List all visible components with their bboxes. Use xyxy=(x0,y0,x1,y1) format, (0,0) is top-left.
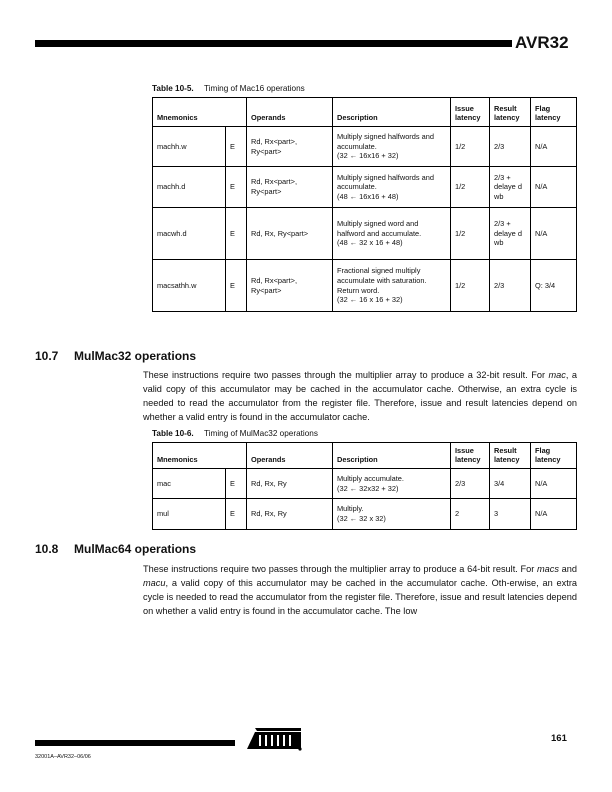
section-10-7-paragraph xyxy=(143,368,577,424)
issue: 1/2 xyxy=(451,260,490,312)
desc-formula: (48 ← 32 x 16 + 48) xyxy=(337,238,403,248)
issue: 2/3 xyxy=(451,469,490,499)
mnemonic: macwh.d xyxy=(153,208,226,260)
desc-formula: (32 ← 16x16 + 32) xyxy=(337,151,399,161)
operands: Rd, Rx<part>, Ry<part> xyxy=(247,127,333,167)
section-title: MulMac64 operations xyxy=(74,542,197,556)
section-10-8-paragraph xyxy=(143,562,577,618)
atmel-logo xyxy=(245,727,303,751)
cond: E xyxy=(226,469,247,499)
desc-formula: (32 ← 32x32 + 32) xyxy=(337,483,399,493)
desc-text: Multiply signed halfwords and accumulate. xyxy=(337,172,434,192)
table-row xyxy=(153,208,577,260)
description xyxy=(333,260,451,312)
text: and xyxy=(558,564,577,574)
desc-formula: (32 ← 16 x 16 + 32) xyxy=(337,295,403,305)
col-description: Description xyxy=(333,443,451,469)
col-issue: Issue latency xyxy=(451,443,490,469)
table-header xyxy=(153,98,577,127)
desc-text: Fractional signed multiply accumulate with saturation. Return word. xyxy=(337,266,427,295)
cond: E xyxy=(226,499,247,530)
col-mnemonics: Mnemonics xyxy=(153,443,226,469)
desc-formula: (48 ← 16x16 + 48) xyxy=(337,191,399,201)
section-number: 10.8 xyxy=(35,542,59,556)
caption-text: Timing of MulMac32 operations xyxy=(204,429,318,438)
section-number: 10.7 xyxy=(35,349,59,363)
flag: N/A xyxy=(531,167,577,208)
table-mulmac32 xyxy=(152,442,577,530)
text: , a valid copy of this accumulator may be cached in the accumulator cache. Oth-erwise, an extra cycle is needed to read the accumulator from the register file. Therefore, issue and result latencies depend on whether a valid entry is found in the accumulator cache. The low xyxy=(143,578,577,616)
result: 2/3 + delaye d wb xyxy=(490,167,531,208)
col-operands: Operands xyxy=(247,98,333,127)
footer-rule xyxy=(35,740,235,746)
text: These instructions require two passes through the multiplier array to produce a 32-bit result. For xyxy=(143,370,549,380)
description xyxy=(333,167,451,208)
mnemonic: mul xyxy=(153,499,226,530)
text-em: mac xyxy=(548,370,566,380)
desc-text: Multiply signed halfwords and accumulate. xyxy=(337,132,434,151)
text-em: macu xyxy=(143,578,166,588)
desc-formula: (32 ← 32 x 32) xyxy=(337,514,386,523)
caption-label: Table 10-6. xyxy=(152,429,194,438)
issue: 2 xyxy=(451,499,490,530)
section-title: MulMac32 operations xyxy=(74,349,197,363)
cond: E xyxy=(226,127,247,167)
caption-label: Table 10-5. xyxy=(152,84,194,93)
caption-text: Timing of Mac16 operations xyxy=(204,84,305,93)
section-heading-10-7 xyxy=(35,349,196,363)
cond: E xyxy=(226,208,247,260)
operands: Rd, Rx<part>, Ry<part> xyxy=(247,260,333,312)
flag: N/A xyxy=(531,499,577,530)
footer-doc-code: 32001A–AVR32–06/06 xyxy=(35,754,91,760)
result: 3 xyxy=(490,499,531,530)
operands: Rd, Rx, Ry xyxy=(247,499,333,530)
header-rule xyxy=(35,40,512,47)
issue: 1/2 xyxy=(451,208,490,260)
result: 3/4 xyxy=(490,469,531,499)
flag: N/A xyxy=(531,127,577,167)
text-em: macs xyxy=(537,564,559,574)
mnemonic: machh.w xyxy=(153,127,226,167)
result: 2/3 xyxy=(490,260,531,312)
flag: Q: 3/4 xyxy=(531,260,577,312)
table2-caption xyxy=(152,429,318,438)
operands: Rd, Rx, Ry xyxy=(247,469,333,499)
result: 2/3 + delaye d wb xyxy=(490,208,531,260)
col-result: Result latency xyxy=(490,98,531,127)
col-cond xyxy=(226,443,247,469)
mnemonic: machh.d xyxy=(153,167,226,208)
operands: Rd, Rx, Ry<part> xyxy=(247,208,333,260)
cond: E xyxy=(226,260,247,312)
mnemonic: mac xyxy=(153,469,226,499)
text: , a valid copy of this accumulator may be cached in the accumulator cache. Otherwise, an extra cycle is needed to read the accumulator from the register file. Therefore, issue and result latencies depend on whether a valid entry is found in the accumulator cache. xyxy=(143,370,577,422)
issue: 1/2 xyxy=(451,167,490,208)
section-heading-10-8 xyxy=(35,542,196,556)
col-flag: Flag latency xyxy=(531,98,577,127)
description xyxy=(333,127,451,167)
col-result: Result latency xyxy=(490,443,531,469)
desc-text: Multiply. xyxy=(337,504,364,514)
col-description: Description xyxy=(333,98,451,127)
mnemonic: macsathh.w xyxy=(153,260,226,312)
col-issue: Issue latency xyxy=(451,98,490,127)
col-mnemonics: Mnemonics xyxy=(153,98,226,127)
flag: N/A xyxy=(531,208,577,260)
header-title: AVR32 xyxy=(515,33,569,52)
desc-text: Multiply accumulate. xyxy=(337,473,404,483)
col-cond xyxy=(226,98,247,127)
table-row xyxy=(153,499,577,530)
issue: 1/2 xyxy=(451,127,490,167)
description xyxy=(333,208,451,260)
table-row xyxy=(153,260,577,312)
page-number: 161 xyxy=(551,733,567,744)
table-row xyxy=(153,167,577,208)
flag: N/A xyxy=(531,469,577,499)
description xyxy=(333,469,451,499)
col-flag: Flag latency xyxy=(531,443,577,469)
table-row xyxy=(153,127,577,167)
table-header xyxy=(153,443,577,469)
table1-caption xyxy=(152,84,305,93)
col-operands: Operands xyxy=(247,443,333,469)
table-mac16 xyxy=(152,97,577,312)
operands: Rd, Rx<part>, Ry<part> xyxy=(247,167,333,208)
desc-text: Multiply signed word and halfword and accumulate. xyxy=(337,219,422,238)
atmel-logo-icon xyxy=(245,727,303,751)
result: 2/3 xyxy=(490,127,531,167)
text: These instructions require two passes through the multiplier array to produce a 64-bit result. For xyxy=(143,564,537,574)
cond: E xyxy=(226,167,247,208)
table-row xyxy=(153,469,577,499)
description xyxy=(333,499,451,530)
